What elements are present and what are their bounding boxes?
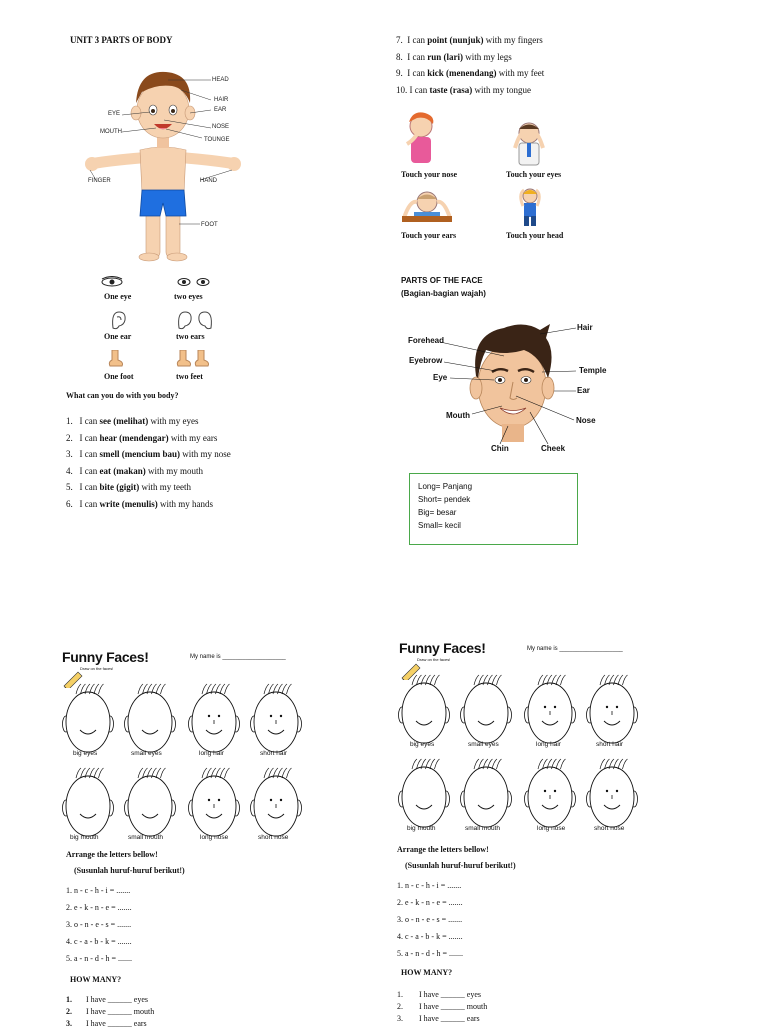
- label-eye: EYE: [108, 111, 121, 117]
- face-label-ear: Ear: [577, 386, 590, 395]
- two-ears-label: two ears: [176, 332, 205, 341]
- blank-face: [125, 684, 176, 752]
- faces-svg-right: [398, 671, 648, 841]
- face-label-eye: Eye: [433, 373, 448, 382]
- label-hair: HAIR: [214, 97, 229, 103]
- face-title: PARTS OF THE FACE: [401, 276, 483, 285]
- boy-body-illustration: [76, 58, 256, 268]
- touch-head-label: Touch your head: [506, 231, 564, 240]
- two-feet-label: two feet: [176, 372, 203, 381]
- ability-item: 8. I can run (lari) with my legs: [396, 51, 512, 62]
- vocab-item: Small= kecil: [418, 521, 461, 530]
- blank-face: [251, 768, 302, 836]
- arrange-item: 3. o - n - e - s = .......: [66, 920, 132, 929]
- face-label-eyebrow: Eyebrow: [409, 356, 443, 365]
- how-many-item: 1. I have ______ eyes: [397, 990, 481, 999]
- arrange-list-left: [66, 882, 132, 967]
- touch-head-illustration: [518, 186, 542, 233]
- how-many-item: 3. I have ______ ears: [66, 1019, 147, 1028]
- abilities-list-right: [396, 32, 696, 98]
- face-caption: short nose: [594, 825, 625, 832]
- blank-face: [189, 768, 240, 836]
- how-many-list-right: [397, 989, 487, 1025]
- label-head: HEAD: [212, 77, 229, 83]
- blank-face: [63, 684, 114, 752]
- vocab-item: Big= besar: [418, 508, 457, 517]
- face-caption: big mouth: [70, 834, 99, 841]
- face-subtitle: (Bagian-bagian wajah): [401, 289, 486, 298]
- ability-item: 10. I can taste (rasa) with my tongue: [396, 84, 531, 95]
- face-label-forehead: Forehead: [408, 336, 445, 345]
- blank-face: [125, 768, 176, 836]
- ability-item: 1. I can see (melihat) with my eyes: [66, 416, 199, 426]
- faces-svg-left: [62, 680, 312, 850]
- abilities-list-left: [66, 413, 296, 513]
- arrange-item: 1. n - c - h - i = .......: [66, 886, 131, 895]
- face-caption: small mouth: [128, 834, 164, 841]
- two-eyes-label: two eyes: [174, 292, 203, 301]
- face-caption: big eyes: [73, 750, 98, 757]
- how-many-title-left: HOW MANY?: [70, 975, 122, 984]
- ability-item: 4. I can eat (makan) with my mouth: [66, 465, 204, 476]
- blank-face: [251, 684, 302, 752]
- one-foot-label: One foot: [104, 372, 134, 381]
- name-line-right: My name is ___________________: [527, 646, 623, 652]
- label-foot: FOOT: [201, 222, 218, 228]
- blank-face: [525, 759, 576, 827]
- one-ear-label: One ear: [104, 332, 132, 341]
- face-caption: short hair: [596, 741, 624, 748]
- arrange-item: 1. n - c - h - i = .......: [397, 881, 462, 890]
- arrange-item: 4. c - a - b - k = .......: [397, 932, 463, 941]
- how-many-item: 2. I have ______ mouth: [397, 1002, 488, 1011]
- touch-ears-label: Touch your ears: [401, 231, 457, 240]
- boy-svg: [76, 58, 256, 268]
- ability-item: 6. I can write (menulis) with my hands: [66, 498, 213, 509]
- face-caption: big mouth: [407, 825, 436, 832]
- label-mouth: MOUTH: [100, 129, 122, 135]
- funny-faces-grid-left: [62, 680, 312, 850]
- ability-item: 2. I can hear (mendengar) with my ears: [66, 432, 218, 443]
- body-question: What can you do with you body?: [66, 391, 179, 400]
- face-label-nose: Nose: [576, 416, 596, 425]
- touch-nose-label: Touch your nose: [401, 170, 458, 179]
- label-ear: EAR: [214, 107, 227, 113]
- blank-face: [587, 759, 638, 827]
- one-eye-label: One eye: [104, 292, 132, 301]
- blank-face: [189, 684, 240, 752]
- face-label-cheek: Cheek: [541, 444, 566, 453]
- ability-item: 5. I can bite (gigit) with my teeth: [66, 482, 191, 493]
- ability-item: 9. I can kick (menendang) with my feet: [396, 68, 545, 79]
- one-foot-icon: [108, 350, 124, 373]
- face-caption: long nose: [537, 825, 566, 832]
- arrange-subtitle-left: (Susunlah huruf-huruf berikut!): [74, 866, 185, 875]
- blank-face: [399, 759, 450, 827]
- arrange-item: 2. e - k - n - e = .......: [66, 903, 132, 912]
- arrange-item: 4. c - a - b - k = .......: [66, 937, 132, 946]
- arrange-item: 2. e - k - n - e = .......: [397, 898, 463, 907]
- one-eye-icon: [100, 275, 124, 293]
- arrange-item: 3. o - n - e - s = .......: [397, 915, 463, 924]
- blank-face: [461, 759, 512, 827]
- face-label-chin: Chin: [491, 444, 509, 453]
- draw-hint-left: Draw on the faces!: [80, 666, 114, 671]
- arrange-item: 5. a - n - d - h = .......: [397, 949, 464, 958]
- face-caption: long hair: [199, 750, 224, 757]
- face-caption: short hair: [260, 750, 288, 757]
- draw-hint-right: Draw on the faces!: [417, 657, 451, 662]
- two-feet-icon: [176, 350, 210, 373]
- vocab-item: Long= Panjang: [418, 482, 473, 491]
- ability-item: 3. I can smell (mencium bau) with my nose: [66, 449, 231, 460]
- label-nose: NOSE: [212, 124, 230, 130]
- blank-face: [461, 675, 512, 743]
- label-tounge: TOUNGE: [204, 137, 230, 143]
- two-eyes-icon: [176, 275, 212, 293]
- touch-ears-illustration: [402, 190, 452, 229]
- how-many-list-left: [66, 994, 154, 1030]
- ability-item: 7. I can point (nunjuk) with my fingers: [396, 35, 543, 45]
- face-caption: short nose: [258, 834, 289, 841]
- face-caption: long nose: [200, 834, 229, 841]
- blank-face: [525, 675, 576, 743]
- touch-nose-illustration: [403, 110, 439, 171]
- face-label-hair: Hair: [577, 323, 593, 332]
- face-caption: long hair: [536, 741, 561, 748]
- arrange-item: 5. a - n - d - h = .......: [66, 954, 133, 963]
- face-caption: big eyes: [410, 741, 435, 748]
- blank-face: [63, 768, 114, 836]
- arrange-title-right: Arrange the letters bellow!: [397, 845, 489, 854]
- face-caption: small mouth: [465, 825, 501, 832]
- how-many-item: 2. I have ______ mouth: [66, 1007, 155, 1016]
- label-finger: FINGER: [88, 178, 111, 184]
- label-hand: HAND: [200, 178, 218, 184]
- face-label-temple: Temple: [579, 366, 607, 375]
- funny-faces-title-left: Funny Faces!: [62, 649, 149, 665]
- unit-title: UNIT 3 PARTS OF BODY: [70, 35, 173, 45]
- name-line-left: My name is ___________________: [190, 654, 286, 660]
- funny-faces-grid-right: [398, 671, 648, 841]
- arrange-subtitle-right: (Susunlah huruf-huruf berikut!): [405, 861, 516, 870]
- how-many-title-right: HOW MANY?: [401, 968, 453, 977]
- arrange-list-right: [397, 877, 463, 962]
- arrange-title-left: Arrange the letters bellow!: [66, 850, 158, 859]
- touch-eyes-label: Touch your eyes: [506, 170, 562, 179]
- face-label-mouth: Mouth: [446, 411, 470, 420]
- face-caption: small eyes: [131, 750, 162, 757]
- vocab-box: [409, 473, 578, 545]
- funny-faces-title-right: Funny Faces!: [399, 640, 486, 656]
- how-many-item: 3. I have ______ ears: [397, 1014, 480, 1023]
- face-caption: small eyes: [468, 741, 499, 748]
- touch-eyes-illustration: [512, 120, 546, 171]
- blank-face: [587, 675, 638, 743]
- vocab-item: Short= pendek: [418, 495, 471, 504]
- blank-face: [399, 675, 450, 743]
- how-many-item: 1. I have ______ eyes: [66, 995, 148, 1004]
